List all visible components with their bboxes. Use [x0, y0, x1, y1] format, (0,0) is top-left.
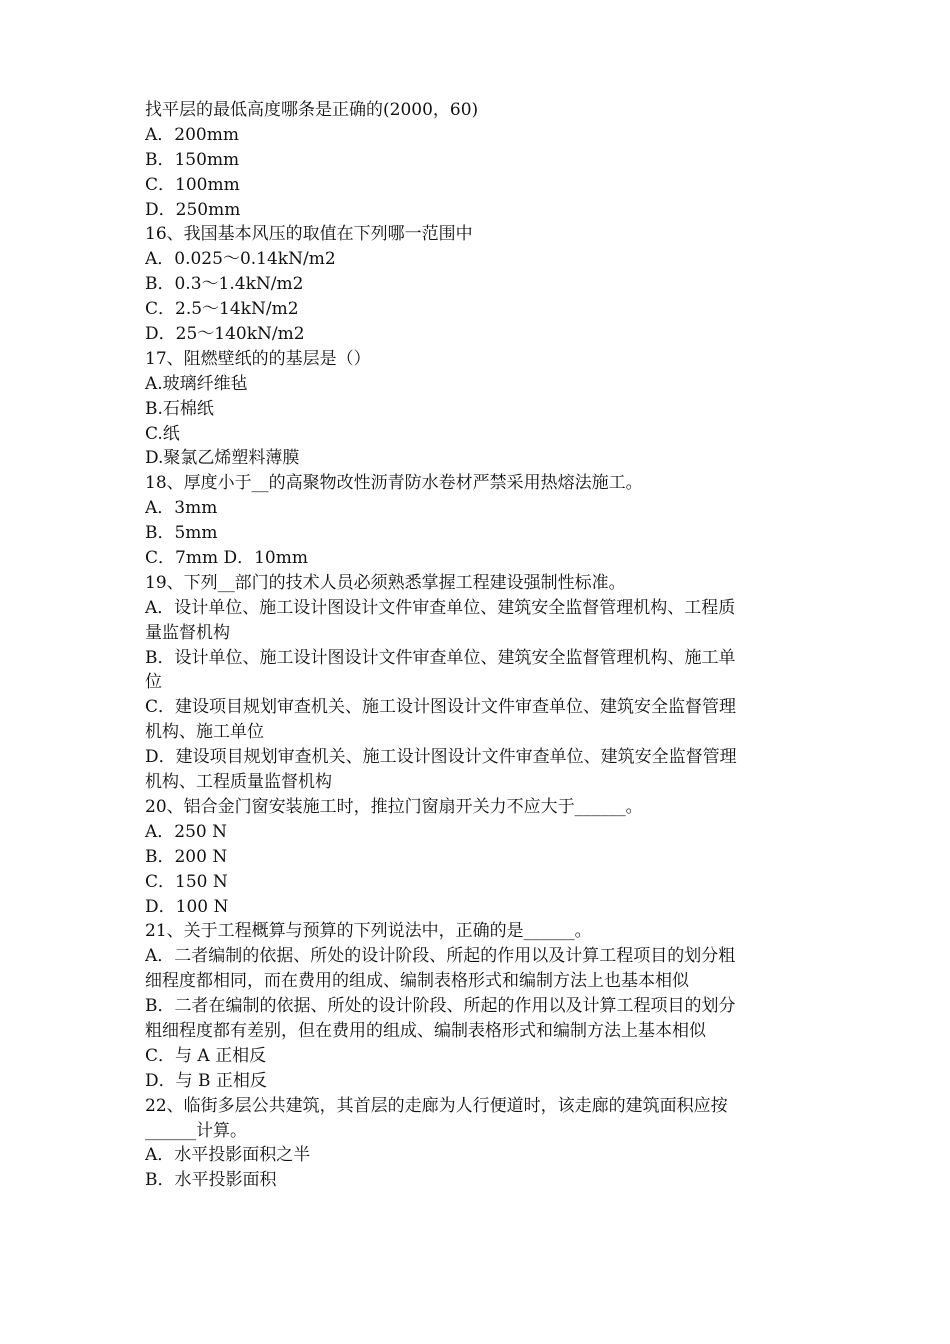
question-15-option-d: D．250mm	[145, 199, 241, 220]
question-20-option-c: C．150 N	[145, 871, 228, 892]
question-21-option-c: C．与 A 正相反	[145, 1045, 267, 1066]
question-15-stem: 找平层的最低高度哪条是正确的(2000，60)	[145, 100, 479, 120]
question-19-stem: 19、下列__部门的技术人员必须熟悉掌握工程建设强制性标准。	[145, 572, 626, 593]
question-19-option-a-line-2: 量监督机构	[145, 622, 230, 643]
question-16-option-c: C．2.5～14kN/m2	[145, 299, 299, 320]
question-19-option-d-line-2: 机构、工程质量监督机构	[145, 772, 332, 793]
question-18-stem: 18、厚度小于__的高聚物改性沥青防水卷材严禁采用热熔法施工。	[145, 473, 643, 494]
question-19-option-a-line-1: A．设计单位、施工设计图设计文件审查单位、建筑安全监督管理机构、工程质	[145, 597, 736, 618]
question-17-option-b: B.石棉纸	[145, 398, 214, 419]
question-19-option-b-line-2: 位	[145, 672, 162, 693]
question-20-option-b: B．200 N	[145, 846, 228, 867]
question-16-option-a: A．0.025～0.14kN/m2	[145, 249, 336, 270]
question-15-option-b: B．150mm	[145, 149, 240, 170]
question-21-stem: 21、关于工程概算与预算的下列说法中，正确的是______。	[145, 921, 592, 942]
question-16-option-b: B．0.3～1.4kN/m2	[145, 274, 304, 295]
question-20-option-d: D．100 N	[145, 896, 229, 917]
question-15-option-c: C．100mm	[145, 174, 240, 195]
question-22-stem-line-2: ______计算。	[145, 1120, 247, 1141]
question-19-option-b-line-1: B．设计单位、施工设计图设计文件审查单位、建筑安全监督管理机构、施工单	[145, 647, 736, 668]
question-20-stem: 20、铝合金门窗安装施工时，推拉门窗扇开关力不应大于______。	[145, 796, 643, 817]
question-22-option-a: A．水平投影面积之半	[145, 1145, 311, 1166]
question-22-stem-line-1: 22、临街多层公共建筑，其首层的走廊为人行便道时，该走廊的建筑面积应按	[145, 1095, 728, 1116]
question-15-option-a: A．200mm	[145, 124, 239, 145]
question-16-option-d: D．25～140kN/m2	[145, 324, 305, 345]
question-17-option-a: A.玻璃纤维毡	[145, 373, 248, 394]
question-21-option-d: D．与 B 正相反	[145, 1070, 267, 1091]
question-21-option-a-line-1: A．二者编制的依据、所处的设计阶段、所起的作用以及计算工程项目的划分粗	[145, 946, 736, 967]
question-17-stem: 17、阻燃壁纸的的基层是（）	[145, 348, 371, 369]
question-19-option-c-line-2: 机构、施工单位	[145, 722, 264, 743]
question-19-option-c-line-1: C．建设项目规划审查机关、施工设计图设计文件审查单位、建筑安全监督管理	[145, 697, 737, 718]
question-17-option-c: C.纸	[145, 423, 180, 444]
question-21-option-b-line-2: 粗细程度都有差别，但在费用的组成、编制表格形式和编制方法上基本相似	[145, 1020, 706, 1041]
document-page	[145, 98, 815, 1193]
question-19-option-d-line-1: D．建设项目规划审查机关、施工设计图设计文件审查单位、建筑安全监督管理	[145, 747, 737, 768]
question-22-option-b: B．水平投影面积	[145, 1170, 277, 1191]
question-21-option-a-line-2: 细程度都相同，而在费用的组成、编制表格形式和编制方法上也基本相似	[145, 971, 689, 992]
question-18-option-c-d: C．7mm D．10mm	[145, 548, 308, 569]
question-18-option-b: B．5mm	[145, 523, 218, 544]
question-20-option-a: A．250 N	[145, 821, 228, 842]
question-16-stem: 16、我国基本风压的取值在下列哪一范围中	[145, 224, 473, 245]
question-17-option-d: D.聚氯乙烯塑料薄膜	[145, 448, 300, 469]
question-21-option-b-line-1: B．二者在编制的依据、所处的设计阶段、所起的作用以及计算工程项目的划分	[145, 996, 736, 1017]
question-18-option-a: A．3mm	[145, 498, 218, 519]
